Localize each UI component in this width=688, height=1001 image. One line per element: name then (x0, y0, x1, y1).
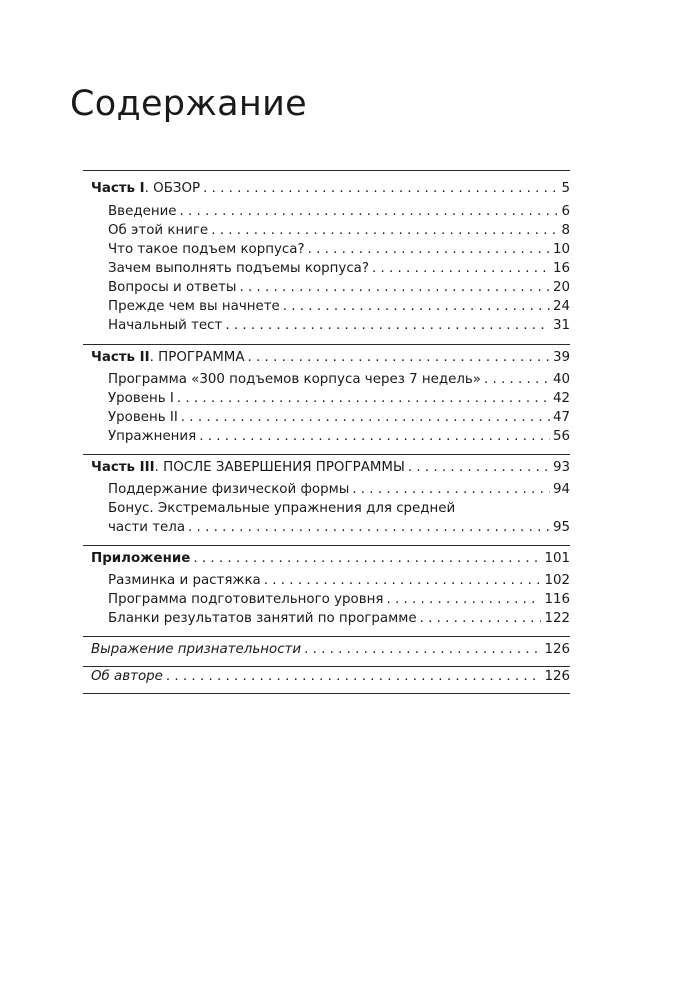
section-divider (83, 636, 570, 637)
toc-entry[interactable] (108, 389, 570, 409)
part-3-title: . ПОСЛЕ ЗАВЕРШЕНИЯ ПРОГРАММЫ (154, 460, 405, 475)
toc-entry-label: Прежде чем вы начнете (108, 299, 280, 314)
toc-entry-label: Программа «300 подъемов корпуса через 7 недель» (108, 372, 481, 387)
toc-part-3[interactable] (91, 458, 570, 478)
leader-dots (352, 480, 550, 500)
page-number: 116 (544, 592, 570, 607)
toc-appendix[interactable] (91, 549, 570, 569)
part-2-title: . ПРОГРАММА (149, 350, 245, 365)
toc-appendix-label: Приложение (91, 551, 191, 566)
toc-entry-bonus-line1[interactable]: Бонус. Экстремальные упражнения для средней (108, 501, 456, 516)
page-number: 126 (544, 642, 570, 657)
toc-entry-label: части тела (108, 520, 186, 535)
section-divider (83, 693, 570, 694)
toc-entry[interactable] (108, 408, 570, 428)
page-number: 126 (544, 669, 570, 684)
toc-about-author[interactable] (91, 667, 570, 687)
leader-dots (180, 202, 559, 222)
leader-dots (225, 316, 550, 336)
toc-part-2[interactable] (91, 348, 570, 368)
toc-entry[interactable] (108, 427, 570, 447)
section-divider (83, 454, 570, 455)
toc-entry-label: Об авторе (91, 669, 163, 684)
leader-dots (199, 427, 550, 447)
toc-entry-label: Вопросы и ответы (108, 280, 237, 295)
page-number: 8 (561, 223, 570, 238)
leader-dots (372, 259, 550, 279)
leader-dots (283, 297, 550, 317)
leader-dots (248, 348, 550, 368)
toc-entry-label: Выражение признательности (91, 642, 302, 657)
page-number: 94 (552, 482, 570, 497)
leader-dots (386, 590, 541, 610)
leader-dots (308, 240, 550, 260)
leader-dots (166, 667, 542, 687)
page-number: 5 (561, 181, 570, 196)
toc-entry[interactable] (108, 316, 570, 336)
toc-entry-label: Уровень I (108, 391, 174, 406)
section-divider (83, 545, 570, 546)
part-2-prefix: Часть II (91, 350, 150, 365)
page-number: 47 (552, 410, 570, 425)
toc-entry-label: Что такое подъем корпуса? (108, 242, 305, 257)
toc-entry[interactable] (108, 480, 570, 500)
leader-dots (211, 221, 558, 241)
leader-dots (408, 458, 550, 478)
leader-dots (484, 370, 550, 390)
leader-dots (420, 609, 542, 629)
toc-entry-label: Об этой книге (108, 223, 209, 238)
toc-entry[interactable] (108, 297, 570, 317)
leader-dots (181, 408, 550, 428)
page-number: 24 (552, 299, 570, 314)
toc-entry[interactable] (108, 590, 570, 610)
part-1-title: . ОБЗОР (144, 181, 201, 196)
leader-dots (239, 278, 549, 298)
toc-entry-label: Программа подготовительного уровня (108, 592, 384, 607)
toc-entry-label: Уровень II (108, 410, 178, 425)
toc-entry[interactable] (108, 221, 570, 241)
page-number: 95 (552, 520, 570, 535)
toc-entry[interactable] (108, 240, 570, 260)
leader-dots (203, 179, 558, 199)
toc-entry[interactable] (108, 278, 570, 298)
part-1-prefix: Часть I (91, 181, 145, 196)
leader-dots (177, 389, 550, 409)
toc-entry-label: Поддержание физической формы (108, 482, 350, 497)
toc-part-1[interactable] (91, 179, 570, 199)
page-number: 39 (552, 350, 570, 365)
page-number: 102 (544, 573, 570, 588)
leader-dots (264, 571, 542, 591)
toc-acknowledgements[interactable] (91, 640, 570, 660)
page-number: 31 (552, 318, 570, 333)
toc-entry-label: Введение (108, 204, 177, 219)
toc-entry[interactable] (108, 259, 570, 279)
page-number: 42 (552, 391, 570, 406)
page-number: 56 (552, 429, 570, 444)
leader-dots (193, 549, 541, 569)
page-number: 16 (552, 261, 570, 276)
part-3-prefix: Часть III (91, 460, 155, 475)
page-number: 20 (552, 280, 570, 295)
toc-entry[interactable] (108, 609, 570, 629)
page-number: 10 (552, 242, 570, 257)
toc-entry-label: Разминка и растяжка (108, 573, 261, 588)
toc-entry[interactable] (108, 370, 570, 390)
page-number: 40 (552, 372, 570, 387)
page-number: 101 (544, 551, 570, 566)
section-divider (83, 344, 570, 345)
toc-part-3-label (91, 458, 405, 478)
toc-entry-label: Начальный тест (108, 318, 223, 333)
toc-part-1-label (91, 179, 200, 199)
page-number: 6 (561, 204, 570, 219)
toc-entry-label: Бланки результатов занятий по программе (108, 611, 417, 626)
toc-entry-label: Упражнения (108, 429, 197, 444)
toc-entry-bonus[interactable] (108, 518, 570, 538)
toc-entry[interactable] (108, 202, 570, 222)
page-title: Содержание (70, 84, 307, 124)
toc-part-2-label (91, 348, 245, 368)
page-number: 93 (552, 460, 570, 475)
page-number: 122 (544, 611, 570, 626)
leader-dots (188, 518, 550, 538)
top-divider (83, 170, 570, 171)
toc-entry-label: Зачем выполнять подъемы корпуса? (108, 261, 369, 276)
leader-dots (304, 640, 541, 660)
toc-entry[interactable] (108, 571, 570, 591)
